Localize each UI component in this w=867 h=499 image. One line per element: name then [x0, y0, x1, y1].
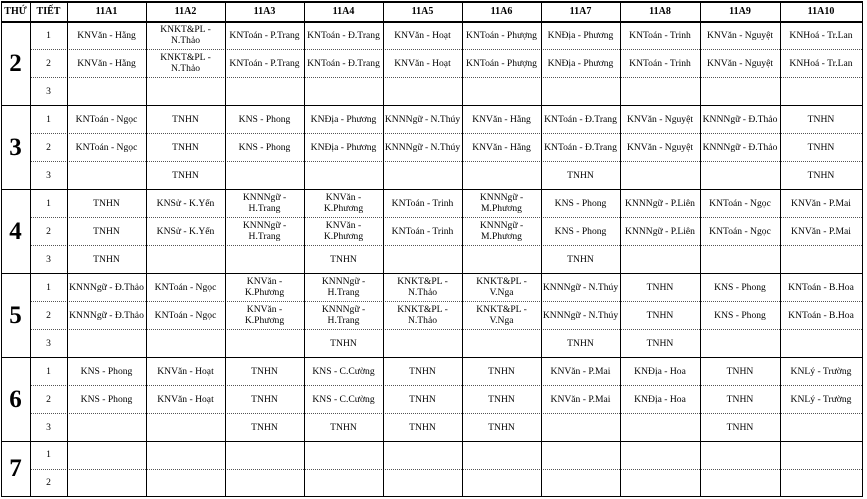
- grid-dotted-line: [30, 329, 862, 330]
- header-class-8: 11A8: [649, 5, 671, 17]
- grid-hline: [1, 357, 863, 358]
- schedule-cell: KNSử - K.Yến: [156, 225, 215, 237]
- schedule-cell: [780, 245, 862, 273]
- schedule-cell: KNS - Phong: [238, 141, 291, 153]
- schedule-cell: [146, 413, 225, 441]
- schedule-cell: KNVăn - P.Mai: [550, 365, 611, 377]
- schedule-cell: [541, 413, 620, 441]
- schedule-cell: TNHN: [330, 253, 357, 265]
- schedule-cell: KNVăn - Hằng: [472, 113, 531, 125]
- schedule-cell: KNNNgữ - Đ.Thảo: [702, 141, 778, 153]
- schedule-cell: [146, 441, 225, 469]
- schedule-cell: KNNNgữ - Đ.Thảo: [69, 281, 144, 293]
- schedule-cell: KNĐịa - Phương: [310, 113, 377, 125]
- schedule-cell: [462, 329, 541, 357]
- schedule-cell: [462, 245, 541, 273]
- schedule-cell: KNKT&PL - N.Thảo: [160, 24, 211, 46]
- schedule-cell: KNToán - Đ.Trang: [544, 141, 617, 153]
- schedule-cell: [67, 329, 146, 357]
- schedule-cell: [700, 441, 780, 469]
- grid-vline: [383, 1, 384, 497]
- period-number: 2: [46, 309, 51, 321]
- schedule-cell: KNĐịa - Hoa: [634, 365, 686, 377]
- schedule-cell: TNHN: [330, 337, 357, 349]
- schedule-cell: KNLý - Trường: [790, 393, 852, 405]
- period-number: 2: [46, 57, 51, 69]
- schedule-cell: KNNNgữ - N.Thúy: [384, 141, 461, 153]
- header-thu: THỨ: [4, 5, 27, 17]
- period-number: 3: [46, 169, 51, 181]
- schedule-cell: TNHN: [807, 141, 835, 153]
- schedule-cell: TNHN: [251, 393, 278, 405]
- schedule-cell: [383, 329, 462, 357]
- schedule-cell: KNVăn - P.Mai: [791, 225, 851, 237]
- grid-hline: [1, 105, 863, 106]
- schedule-cell: KNVăn - Hằng: [77, 29, 136, 41]
- schedule-cell: KNToán - P.Trang: [229, 29, 300, 41]
- schedule-cell: KNS - Phong: [554, 225, 607, 237]
- schedule-cell: KNToán - Ngọc: [75, 113, 138, 125]
- schedule-cell: TNHN: [488, 365, 515, 377]
- schedule-cell: KNKT&PL - N.Thảo: [160, 52, 211, 74]
- schedule-cell: [383, 77, 462, 105]
- grid-dotted-line: [30, 217, 862, 218]
- schedule-cell: [304, 77, 383, 105]
- schedule-cell: TNHN: [807, 169, 835, 181]
- schedule-cell: [304, 441, 383, 469]
- schedule-cell: TNHN: [172, 141, 199, 153]
- grid-dotted-line: [30, 49, 862, 50]
- grid-hline: [1, 1, 863, 3]
- schedule-cell: KNNNgữ - N.Thúy: [384, 113, 461, 125]
- schedule-cell: KNS - Phong: [714, 309, 766, 321]
- schedule-cell: KNVăn - Nguyệt: [706, 57, 774, 69]
- schedule-cell: [780, 441, 862, 469]
- schedule-cell: [225, 77, 304, 105]
- schedule-cell: KNS - Phong: [554, 197, 607, 209]
- grid-hline: [1, 273, 863, 274]
- schedule-cell: KNVăn - Nguyệt: [706, 29, 774, 41]
- schedule-cell: KNToán - Ngọc: [709, 197, 771, 209]
- schedule-cell: [620, 441, 700, 469]
- schedule-cell: [383, 441, 462, 469]
- schedule-cell: TNHN: [726, 393, 754, 405]
- schedule-cell: [541, 77, 620, 105]
- schedule-cell: KNHoá - Tr.Lan: [789, 57, 853, 69]
- grid-hline: [1, 189, 863, 190]
- header-class-4: 11A4: [332, 5, 355, 17]
- schedule-cell: KNVăn - Hằng: [472, 141, 531, 153]
- schedule-cell: [620, 469, 700, 497]
- schedule-cell: [541, 441, 620, 469]
- header-class-6: 11A6: [490, 5, 513, 17]
- schedule-cell: KNĐịa - Phương: [547, 57, 614, 69]
- schedule-cell: KNĐịa - Phương: [547, 29, 614, 41]
- schedule-cell: [700, 161, 780, 189]
- schedule-cell: KNVăn - Hoạt: [157, 393, 214, 405]
- schedule-cell: [67, 441, 146, 469]
- schedule-cell: KNNNgữ - P.Liên: [625, 225, 695, 237]
- schedule-cell: TNHN: [172, 113, 199, 125]
- schedule-cell: KNNNgữ - M.Phương: [479, 192, 524, 214]
- schedule-cell: KNVăn - P.Mai: [791, 197, 851, 209]
- grid-dotted-line: [30, 77, 862, 78]
- schedule-cell: KNToán - Trinh: [629, 57, 691, 69]
- schedule-cell: TNHN: [646, 281, 674, 293]
- schedule-cell: TNHN: [567, 253, 594, 265]
- period-number: 1: [46, 449, 51, 461]
- grid-vline: [304, 1, 305, 497]
- schedule-cell: TNHN: [807, 113, 835, 125]
- schedule-cell: [67, 469, 146, 497]
- schedule-cell: KNNNgữ - H.Trang: [321, 276, 366, 298]
- header-class-2: 11A2: [174, 5, 197, 17]
- period-number: 3: [46, 253, 51, 265]
- schedule-cell: [146, 469, 225, 497]
- schedule-cell: KNNNgữ - N.Thúy: [542, 281, 619, 293]
- grid-hline: [1, 496, 863, 497]
- period-number: 2: [46, 141, 51, 153]
- grid-dotted-line: [30, 133, 862, 134]
- grid-vline: [780, 1, 781, 497]
- schedule-cell: KNToán - Trinh: [391, 197, 454, 209]
- schedule-cell: [146, 329, 225, 357]
- header-class-10: 11A10: [807, 5, 835, 17]
- schedule-cell: KNĐịa - Hoa: [634, 393, 686, 405]
- schedule-cell: KNVăn - K.Phương: [244, 304, 285, 326]
- schedule-cell: TNHN: [409, 365, 436, 377]
- period-number: 1: [46, 197, 51, 209]
- schedule-cell: KNToán - Trinh: [391, 225, 454, 237]
- schedule-cell: KNSử - K.Yến: [156, 197, 215, 209]
- schedule-cell: TNHN: [646, 337, 674, 349]
- grid-vline: [30, 1, 31, 497]
- schedule-cell: KNToán - Ngọc: [154, 281, 217, 293]
- schedule-cell: [146, 77, 225, 105]
- schedule-cell: TNHN: [567, 169, 594, 181]
- schedule-cell: [620, 245, 700, 273]
- schedule-cell: KNNNgữ - Đ.Thảo: [69, 309, 144, 321]
- schedule-cell: KNVăn - Hoạt: [394, 57, 451, 69]
- schedule-cell: KNNNgữ - H.Trang: [321, 304, 366, 326]
- schedule-cell: KNS - Phong: [714, 281, 766, 293]
- day-label: 2: [9, 49, 22, 77]
- schedule-cell: KNĐịa - Phương: [310, 141, 377, 153]
- schedule-cell: TNHN: [646, 309, 674, 321]
- period-number: 2: [46, 476, 51, 488]
- grid-dotted-line: [30, 385, 862, 386]
- header-class-1: 11A1: [95, 5, 118, 17]
- schedule-cell: KNToán - Trinh: [629, 29, 691, 41]
- grid-dotted-line: [30, 469, 862, 470]
- period-number: 1: [46, 365, 51, 377]
- day-label: 7: [9, 455, 22, 482]
- schedule-cell: TNHN: [409, 421, 436, 433]
- schedule-cell: KNNNgữ - Đ.Thảo: [702, 113, 778, 125]
- schedule-cell: [780, 77, 862, 105]
- schedule-cell: [700, 245, 780, 273]
- schedule-cell: KNVăn - K.Phương: [244, 276, 285, 298]
- schedule-cell: [462, 77, 541, 105]
- schedule-cell: [225, 329, 304, 357]
- period-number: 1: [46, 29, 51, 41]
- schedule-cell: TNHN: [172, 169, 199, 181]
- schedule-cell: TNHN: [567, 337, 594, 349]
- schedule-cell: TNHN: [251, 365, 278, 377]
- header-class-9: 11A9: [729, 5, 751, 17]
- schedule-cell: KNToán - Ngọc: [75, 141, 138, 153]
- schedule-cell: [383, 161, 462, 189]
- day-label: 3: [9, 133, 22, 161]
- header-class-3: 11A3: [253, 5, 276, 17]
- schedule-cell: KNVăn - Nguyệt: [626, 141, 694, 153]
- period-number: 3: [46, 85, 51, 97]
- grid-hline: [1, 21, 863, 23]
- schedule-cell: [225, 245, 304, 273]
- schedule-cell: [225, 469, 304, 497]
- grid-vline: [541, 1, 542, 497]
- grid-dotted-line: [30, 161, 862, 162]
- grid-vline: [620, 1, 621, 497]
- header-tiet: TIẾT: [36, 5, 61, 17]
- schedule-cell: [462, 469, 541, 497]
- schedule-cell: KNVăn - P.Mai: [550, 393, 611, 405]
- schedule-cell: [620, 413, 700, 441]
- schedule-cell: TNHN: [251, 421, 278, 433]
- schedule-cell: KNHoá - Tr.Lan: [789, 29, 853, 41]
- schedule-cell: KNLý - Trường: [790, 365, 852, 377]
- schedule-cell: KNToán - B.Hoa: [788, 281, 854, 293]
- schedule-cell: KNVăn - Hằng: [77, 57, 136, 69]
- schedule-cell: [383, 469, 462, 497]
- schedule-cell: KNToán - Phượng: [466, 29, 537, 41]
- schedule-cell: KNKT&PL - V.Nga: [476, 276, 527, 298]
- grid-vline: [462, 1, 463, 497]
- period-number: 1: [46, 113, 51, 125]
- schedule-cell: KNVăn - K.Phương: [323, 192, 364, 214]
- schedule-cell: KNNNgữ - H.Trang: [242, 192, 287, 214]
- schedule-cell: KNToán - Đ.Trang: [307, 57, 380, 69]
- grid-vline: [67, 1, 68, 497]
- schedule-cell: KNToán - Ngọc: [154, 309, 217, 321]
- header-class-5: 11A5: [411, 5, 434, 17]
- schedule-cell: KNVăn - Hoạt: [394, 29, 451, 41]
- period-number: 1: [46, 281, 51, 293]
- schedule-cell: KNToán - Đ.Trang: [544, 113, 617, 125]
- schedule-cell: [67, 413, 146, 441]
- schedule-cell: [146, 245, 225, 273]
- schedule-cell: KNToán - Đ.Trang: [307, 29, 380, 41]
- schedule-cell: [383, 245, 462, 273]
- schedule-cell: [780, 413, 862, 441]
- schedule-cell: TNHN: [726, 365, 754, 377]
- schedule-cell: [620, 161, 700, 189]
- schedule-cell: KNNNgữ - H.Trang: [242, 220, 287, 242]
- schedule-cell: TNHN: [409, 393, 436, 405]
- schedule-cell: KNToán - Phượng: [466, 57, 537, 69]
- grid-dotted-line: [30, 413, 862, 414]
- header-class-7: 11A7: [569, 5, 592, 17]
- schedule-cell: KNS - Phong: [80, 365, 133, 377]
- schedule-cell: [780, 469, 862, 497]
- day-label: 5: [9, 301, 22, 329]
- schedule-cell: TNHN: [726, 421, 754, 433]
- period-number: 2: [46, 225, 51, 237]
- schedule-cell: TNHN: [330, 421, 357, 433]
- day-label: 4: [9, 217, 22, 245]
- schedule-cell: [700, 77, 780, 105]
- schedule-cell: KNS - C.Cường: [312, 393, 375, 405]
- schedule-cell: KNToán - P.Trang: [229, 57, 300, 69]
- grid-dotted-line: [30, 301, 862, 302]
- schedule-cell: KNNNgữ - N.Thúy: [542, 309, 619, 321]
- schedule-cell: KNS - Phong: [238, 113, 291, 125]
- day-label: 6: [9, 385, 22, 413]
- schedule-cell: [304, 161, 383, 189]
- schedule-cell: [620, 77, 700, 105]
- schedule-cell: KNKT&PL - N.Thảo: [397, 304, 448, 326]
- grid-hline: [1, 441, 863, 442]
- schedule-cell: [700, 469, 780, 497]
- period-number: 3: [46, 337, 51, 349]
- schedule-cell: KNKT&PL - V.Nga: [476, 304, 527, 326]
- grid-vline: [1, 1, 2, 497]
- grid-vline: [146, 1, 147, 497]
- schedule-cell: TNHN: [488, 393, 515, 405]
- schedule-cell: [462, 161, 541, 189]
- schedule-cell: [462, 441, 541, 469]
- schedule-cell: KNS - Phong: [80, 393, 133, 405]
- grid-dotted-line: [30, 245, 862, 246]
- schedule-cell: TNHN: [93, 197, 120, 209]
- schedule-cell: [780, 329, 862, 357]
- schedule-cell: [67, 77, 146, 105]
- schedule-cell: [67, 161, 146, 189]
- schedule-cell: KNVăn - K.Phương: [323, 220, 364, 242]
- schedule-cell: KNVăn - Hoạt: [157, 365, 214, 377]
- schedule-cell: KNToán - B.Hoa: [788, 309, 854, 321]
- schedule-cell: [225, 441, 304, 469]
- grid-vline: [225, 1, 226, 497]
- schedule-cell: TNHN: [488, 421, 515, 433]
- schedule-cell: [541, 469, 620, 497]
- schedule-cell: KNVăn - Nguyệt: [626, 113, 694, 125]
- schedule-cell: KNKT&PL - N.Thảo: [397, 276, 448, 298]
- schedule-cell: [700, 329, 780, 357]
- schedule-cell: [225, 161, 304, 189]
- schedule-cell: KNNNgữ - P.Liên: [625, 197, 695, 209]
- grid-vline: [700, 1, 701, 497]
- schedule-cell: [304, 469, 383, 497]
- schedule-cell: KNToán - Ngọc: [709, 225, 771, 237]
- schedule-cell: KNNNgữ - M.Phương: [479, 220, 524, 242]
- schedule-cell: TNHN: [93, 225, 120, 237]
- period-number: 2: [46, 393, 51, 405]
- grid-vline: [862, 1, 863, 497]
- period-number: 3: [46, 421, 51, 433]
- schedule-cell: KNS - C.Cường: [312, 365, 375, 377]
- schedule-cell: TNHN: [93, 253, 120, 265]
